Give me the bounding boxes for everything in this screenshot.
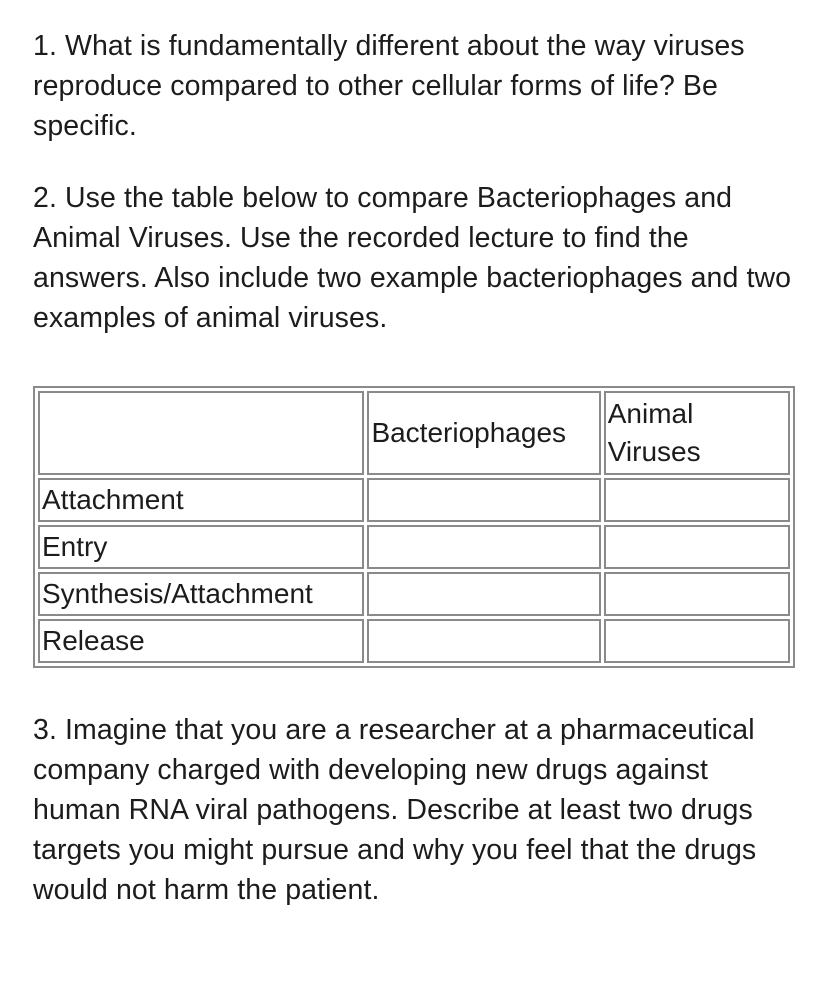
comparison-table [33, 386, 795, 668]
table-row [38, 478, 790, 522]
cell-release-bacteriophages[interactable] [367, 619, 600, 663]
row-label-attachment: Attachment [38, 478, 364, 522]
question-2: 2. Use the table below to compare Bacteriophages and Animal Viruses. Use the recorded lecture to find the answers. Also include two example bacteriophages and two examples of animal viruses. [33, 182, 792, 334]
cell-synthesis-animal-viruses[interactable] [604, 572, 790, 616]
cell-entry-animal-viruses[interactable] [604, 525, 790, 569]
table-header-row [38, 391, 790, 475]
row-label-synthesis-attachment: Synthesis/Attachment [38, 572, 364, 616]
document-page [33, 26, 803, 910]
cell-attachment-bacteriophages[interactable] [367, 478, 600, 522]
cell-synthesis-bacteriophages[interactable] [367, 572, 600, 616]
table-row [38, 572, 790, 616]
table-row [38, 525, 790, 569]
cell-release-animal-viruses[interactable] [604, 619, 790, 663]
question-1: 1. What is fundamentally different about the way viruses reproduce compared to other cellular forms of life? Be specific. [33, 30, 745, 142]
header-animal-viruses: Animal Viruses [604, 391, 790, 475]
row-label-release: Release [38, 619, 364, 663]
question-3: 3. Imagine that you are a researcher at a pharmaceutical company charged with developing new drugs against human RNA viral pathogens. Describe at least two drugs targets you might pursue and why you feel that the drugs would not harm the patient. [33, 714, 757, 906]
header-blank-cell [38, 391, 364, 475]
header-bacteriophages: Bacteriophages [367, 391, 600, 475]
table-row [38, 619, 790, 663]
row-label-entry: Entry [38, 525, 364, 569]
cell-attachment-animal-viruses[interactable] [604, 478, 790, 522]
cell-entry-bacteriophages[interactable] [367, 525, 600, 569]
